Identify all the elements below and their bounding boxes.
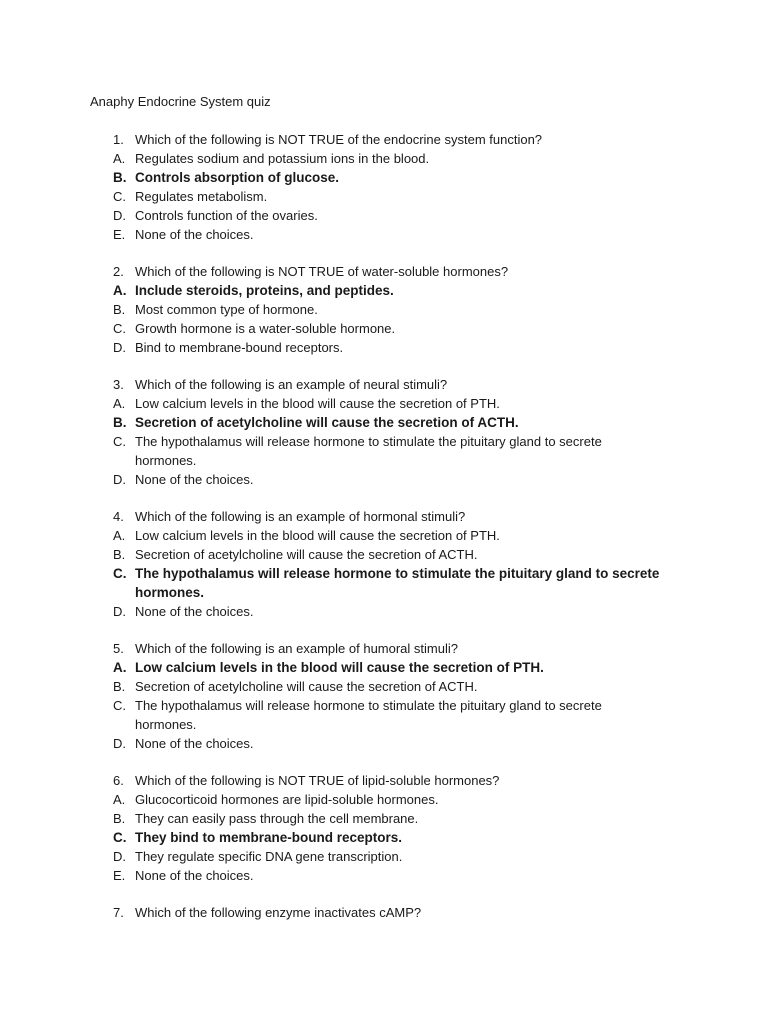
choice-letter: B. bbox=[113, 679, 126, 694]
question-block bbox=[0, 262, 768, 357]
choice-text: Regulates metabolism. bbox=[135, 189, 268, 204]
question-number: 2. bbox=[113, 264, 124, 279]
choice-letter: E. bbox=[113, 868, 126, 883]
choice-letter: A. bbox=[113, 528, 126, 543]
question-stem bbox=[0, 130, 768, 149]
question-block bbox=[0, 771, 768, 885]
choice-letter: B. bbox=[113, 170, 127, 185]
choice-text: Glucocorticoid hormones are lipid-soluble hormones. bbox=[135, 792, 439, 807]
choice-text: Controls absorption of glucose. bbox=[135, 170, 340, 185]
choice-letter: D. bbox=[113, 604, 126, 619]
answer-choice bbox=[0, 545, 768, 564]
question-stem bbox=[0, 262, 768, 281]
question-text: Which of the following is NOT TRUE of water-soluble hormones? bbox=[135, 264, 509, 279]
question-stem bbox=[0, 771, 768, 790]
answer-choice bbox=[0, 432, 768, 470]
choice-letter: C. bbox=[113, 434, 126, 449]
question-number: 1. bbox=[113, 132, 124, 147]
answer-choice bbox=[0, 338, 768, 357]
choice-text: They bind to membrane-bound receptors. bbox=[135, 830, 403, 845]
choice-text: Growth hormone is a water-soluble hormone. bbox=[135, 321, 396, 336]
choice-letter: A. bbox=[113, 660, 127, 675]
choice-text: Low calcium levels in the blood will cause the secretion of PTH. bbox=[135, 528, 500, 543]
answer-choice bbox=[0, 866, 768, 885]
choice-text: Low calcium levels in the blood will cause the secretion of PTH. bbox=[135, 396, 500, 411]
answer-choice bbox=[0, 470, 768, 489]
question-list bbox=[0, 130, 768, 940]
question-stem bbox=[0, 903, 768, 922]
choice-letter: B. bbox=[113, 415, 127, 430]
choice-text: Low calcium levels in the blood will cause the secretion of PTH. bbox=[135, 660, 544, 675]
question-block bbox=[0, 903, 768, 922]
choice-letter: C. bbox=[113, 566, 127, 581]
answer-choice bbox=[0, 394, 768, 413]
answer-choice-correct bbox=[0, 281, 768, 300]
answer-choice bbox=[0, 809, 768, 828]
question-text: Which of the following is NOT TRUE of the endocrine system function? bbox=[135, 132, 543, 147]
answer-choice bbox=[0, 677, 768, 696]
choice-text: The hypothalamus will release hormone to stimulate the pituitary gland to secrete hormones. bbox=[135, 434, 602, 468]
answer-choice-correct bbox=[0, 564, 768, 602]
question-text: Which of the following enzyme inactivates cAMP? bbox=[135, 905, 422, 920]
question-number: 7. bbox=[113, 905, 124, 920]
question-text: Which of the following is an example of hormonal stimuli? bbox=[135, 509, 466, 524]
choice-letter: A. bbox=[113, 283, 127, 298]
answer-choice-correct bbox=[0, 168, 768, 187]
choice-text: None of the choices. bbox=[135, 736, 254, 751]
answer-choice bbox=[0, 300, 768, 319]
answer-choice bbox=[0, 790, 768, 809]
document-title: Anaphy Endocrine System quiz bbox=[90, 94, 271, 109]
answer-choice bbox=[0, 847, 768, 866]
question-text: Which of the following is an example of humoral stimuli? bbox=[135, 641, 458, 656]
choice-text: They regulate specific DNA gene transcription. bbox=[135, 849, 403, 864]
question-stem bbox=[0, 375, 768, 394]
answer-choice bbox=[0, 526, 768, 545]
choice-text: Regulates sodium and potassium ions in the blood. bbox=[135, 151, 430, 166]
answer-choice bbox=[0, 602, 768, 621]
choice-text: They can easily pass through the cell membrane. bbox=[135, 811, 419, 826]
question-number: 3. bbox=[113, 377, 124, 392]
choice-letter: D. bbox=[113, 849, 126, 864]
choice-text: None of the choices. bbox=[135, 868, 254, 883]
choice-letter: C. bbox=[113, 321, 126, 336]
question-number: 4. bbox=[113, 509, 124, 524]
choice-letter: D. bbox=[113, 736, 126, 751]
choice-text: Bind to membrane-bound receptors. bbox=[135, 340, 344, 355]
choice-letter: C. bbox=[113, 189, 126, 204]
answer-choice bbox=[0, 734, 768, 753]
answer-choice-correct bbox=[0, 658, 768, 677]
question-stem bbox=[0, 639, 768, 658]
question-block bbox=[0, 507, 768, 621]
choice-text: Controls function of the ovaries. bbox=[135, 208, 318, 223]
choice-letter: B. bbox=[113, 811, 126, 826]
answer-choice bbox=[0, 206, 768, 225]
choice-text: The hypothalamus will release hormone to stimulate the pituitary gland to secrete hormones. bbox=[135, 698, 602, 732]
choice-letter: A. bbox=[113, 792, 126, 807]
question-text: Which of the following is NOT TRUE of lipid-soluble hormones? bbox=[135, 773, 500, 788]
choice-letter: D. bbox=[113, 340, 126, 355]
choice-letter: B. bbox=[113, 547, 126, 562]
choice-text: None of the choices. bbox=[135, 472, 254, 487]
question-number: 6. bbox=[113, 773, 124, 788]
choice-text: The hypothalamus will release hormone to stimulate the pituitary gland to secrete hormones. bbox=[135, 566, 660, 600]
answer-choice bbox=[0, 319, 768, 338]
choice-text: Include steroids, proteins, and peptides. bbox=[135, 283, 394, 298]
choice-text: Secretion of acetylcholine will cause the secretion of ACTH. bbox=[135, 679, 478, 694]
choice-text: Secretion of acetylcholine will cause the secretion of ACTH. bbox=[135, 415, 519, 430]
question-text: Which of the following is an example of neural stimuli? bbox=[135, 377, 448, 392]
question-number: 5. bbox=[113, 641, 124, 656]
choice-letter: E. bbox=[113, 227, 126, 242]
question-block bbox=[0, 375, 768, 489]
answer-choice bbox=[0, 187, 768, 206]
answer-choice bbox=[0, 696, 768, 734]
question-block bbox=[0, 639, 768, 753]
choice-letter: B. bbox=[113, 302, 126, 317]
choice-letter: A. bbox=[113, 151, 126, 166]
choice-letter: C. bbox=[113, 698, 126, 713]
choice-text: Most common type of hormone. bbox=[135, 302, 318, 317]
answer-choice bbox=[0, 149, 768, 168]
answer-choice bbox=[0, 225, 768, 244]
choice-letter: D. bbox=[113, 208, 126, 223]
answer-choice-correct bbox=[0, 828, 768, 847]
choice-letter: A. bbox=[113, 396, 126, 411]
choice-text: Secretion of acetylcholine will cause the secretion of ACTH. bbox=[135, 547, 478, 562]
choice-letter: D. bbox=[113, 472, 126, 487]
choice-text: None of the choices. bbox=[135, 227, 254, 242]
choice-text: None of the choices. bbox=[135, 604, 254, 619]
answer-choice-correct bbox=[0, 413, 768, 432]
question-stem bbox=[0, 507, 768, 526]
question-block bbox=[0, 130, 768, 244]
choice-letter: C. bbox=[113, 830, 127, 845]
